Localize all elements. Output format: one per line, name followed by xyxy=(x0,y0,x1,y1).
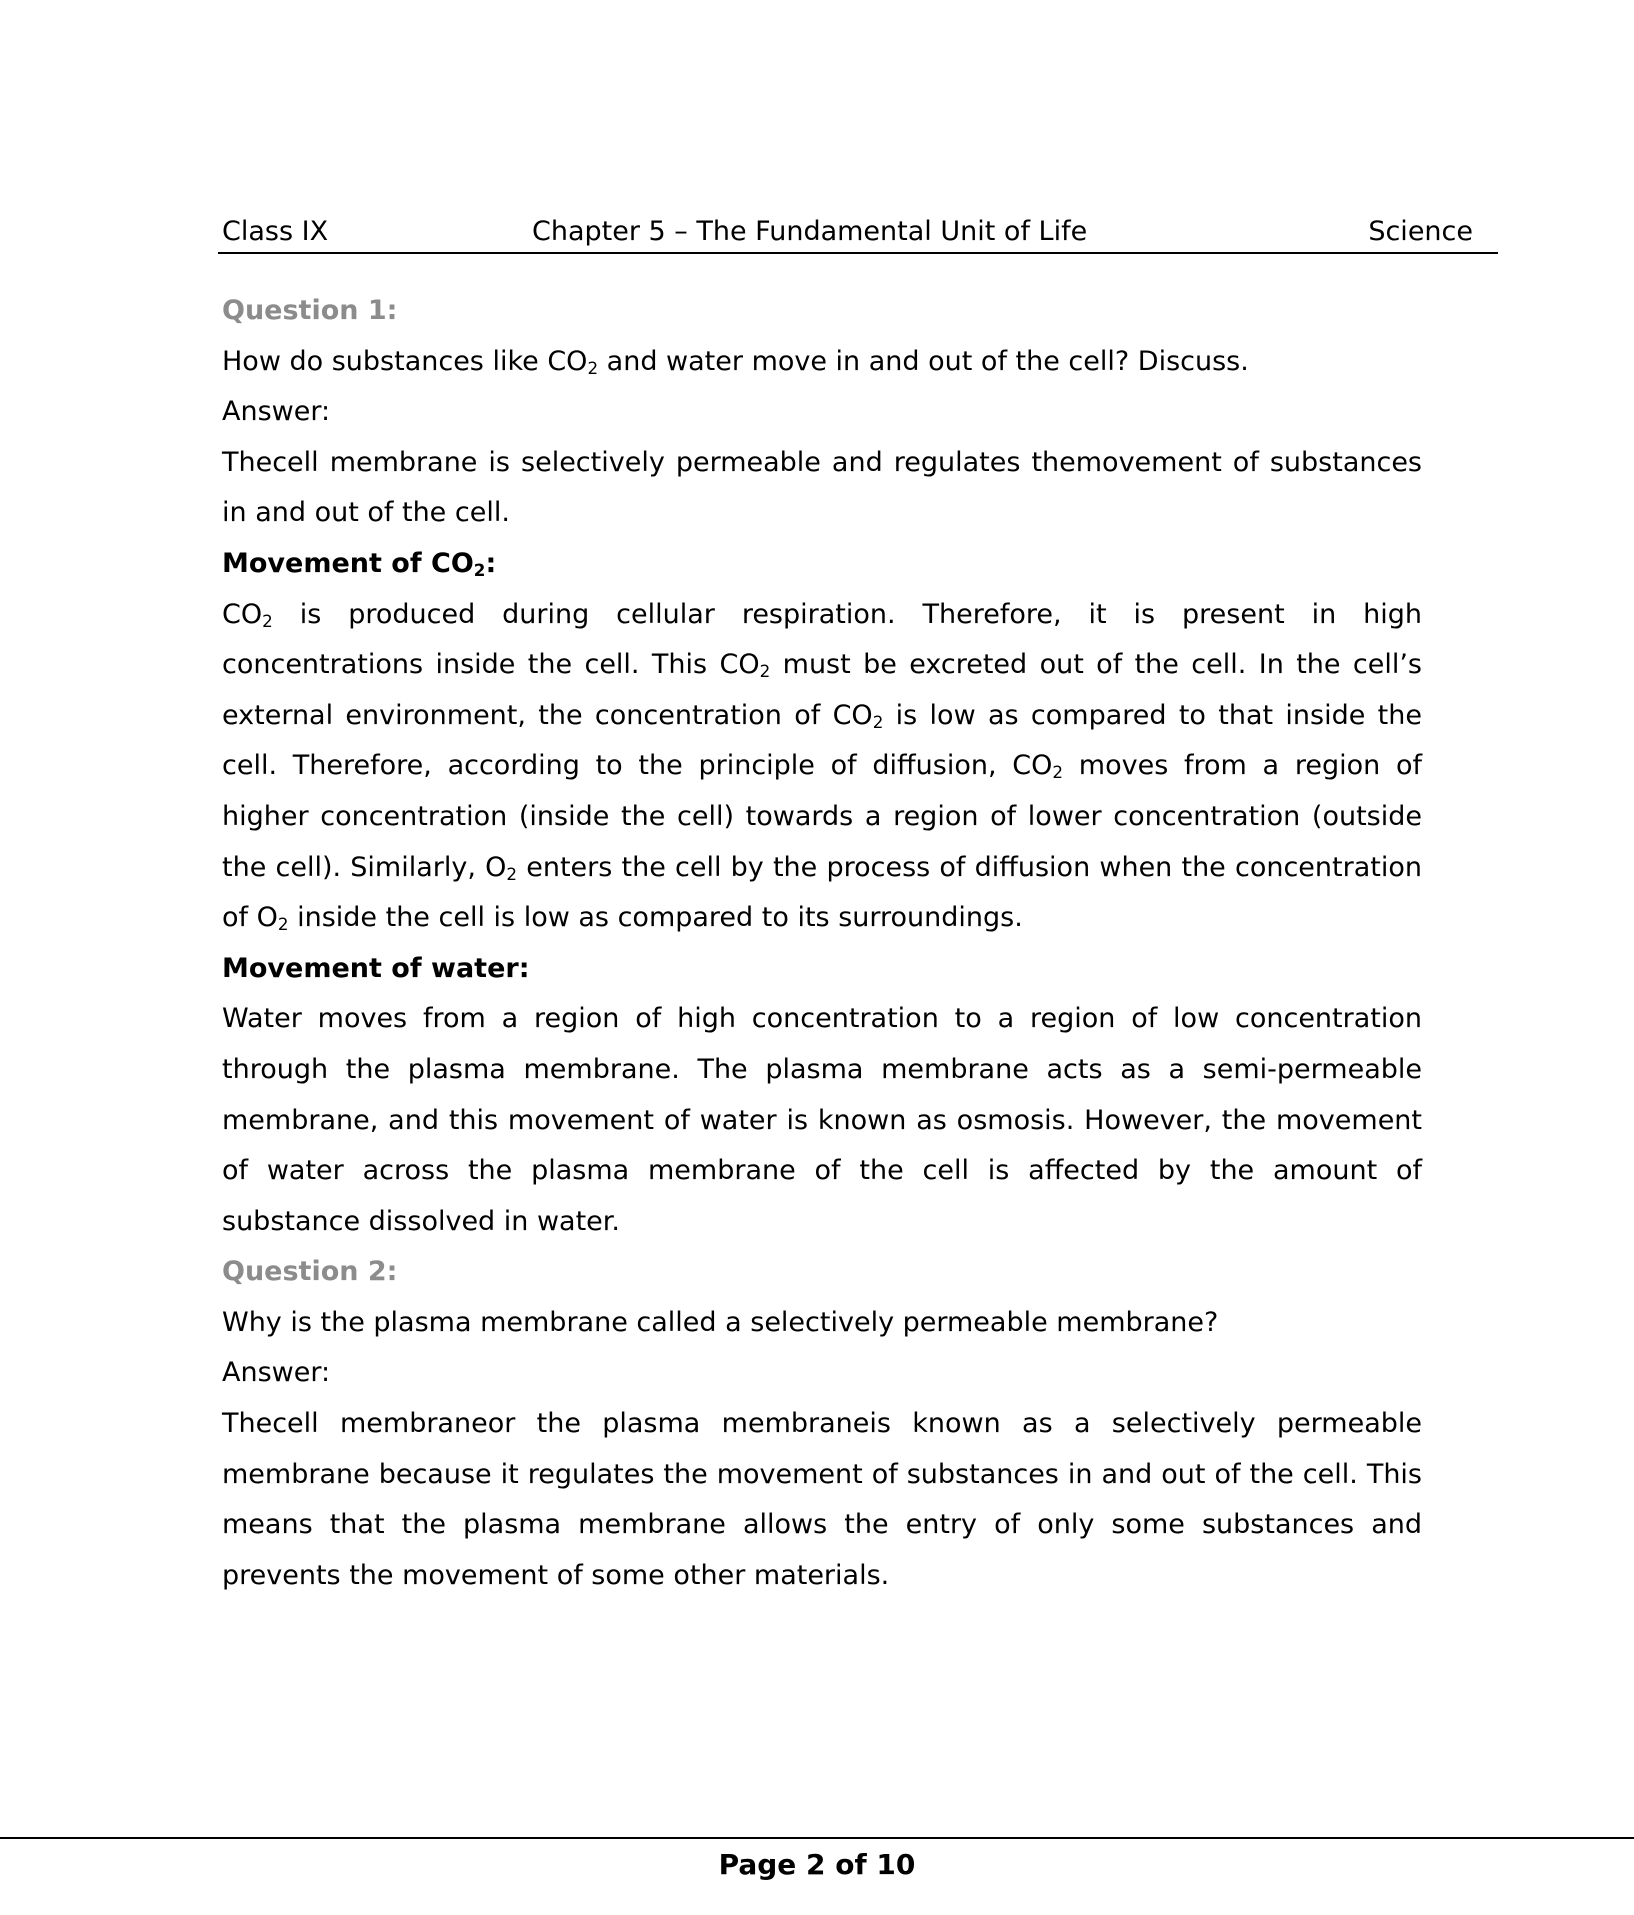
section-water-heading: Movement of water: xyxy=(222,952,530,984)
header-subject: Science xyxy=(1368,216,1473,247)
answer-2-text: Thecell membraneor the plasma membraneis known as a selectively permeable membrane because it regulates the movement of substances in and out of the cell. This means that the plasma membrane allows the entry of only some substances and prevents the movement of some other materials. xyxy=(222,1408,1422,1591)
page-number: Page 2 of 10 xyxy=(718,1848,916,1881)
page-content xyxy=(222,286,1422,1601)
answer-1-label: Answer: xyxy=(222,396,331,428)
page-header xyxy=(218,216,1498,254)
answer-2-label: Answer: xyxy=(222,1357,331,1389)
section-water-text: Water moves from a region of high concentration to a region of low concentration through the plasma membrane. The plasma membrane acts as a semi-permeable membrane, and this movement of water is known as osmosis. However, the movement of water across the plasma membrane of the cell is affected by the amount of substance dissolved in water. xyxy=(222,1003,1422,1237)
answer-1-intro: Thecell membrane is selectively permeable and regulates themovement of substances in and out of the cell. xyxy=(222,446,1422,529)
question-1-label: Question 1: xyxy=(222,295,398,326)
header-chapter: Chapter 5 – The Fundamental Unit of Life xyxy=(532,216,1088,247)
header-class: Class IX xyxy=(222,216,329,247)
footer-divider xyxy=(0,1837,1634,1839)
section-co2-heading: Movement of $CO_2$: xyxy=(222,547,497,581)
question-2-label: Question 2: xyxy=(222,1256,398,1288)
question-2-text: Why is the plasma membrane called a selectively permeable membrane? xyxy=(222,1306,1219,1338)
section-co2-text: $CO_2$ is produced during cellular respiration. Therefore, it is present in high concentrations inside the cell. This $CO_2$ must be excreted out of the cell. In the cell’s external environment, the concentration of $CO_2$ is low as compared to that inside the cell. Therefore, according to the principle of diffusion, $CO_2$ moves from a region of higher concentration (inside the cell) towards a region of lower concentration (outside the cell). Similarly, $O_2$ enters the cell by the process of diffusion when the concentration of $O_2$ inside the cell is low as compared to its surroundings. xyxy=(222,598,1423,935)
question-1-text: How do substances like $CO_2$ and water move in and out of the cell? Discuss. xyxy=(222,345,1249,378)
